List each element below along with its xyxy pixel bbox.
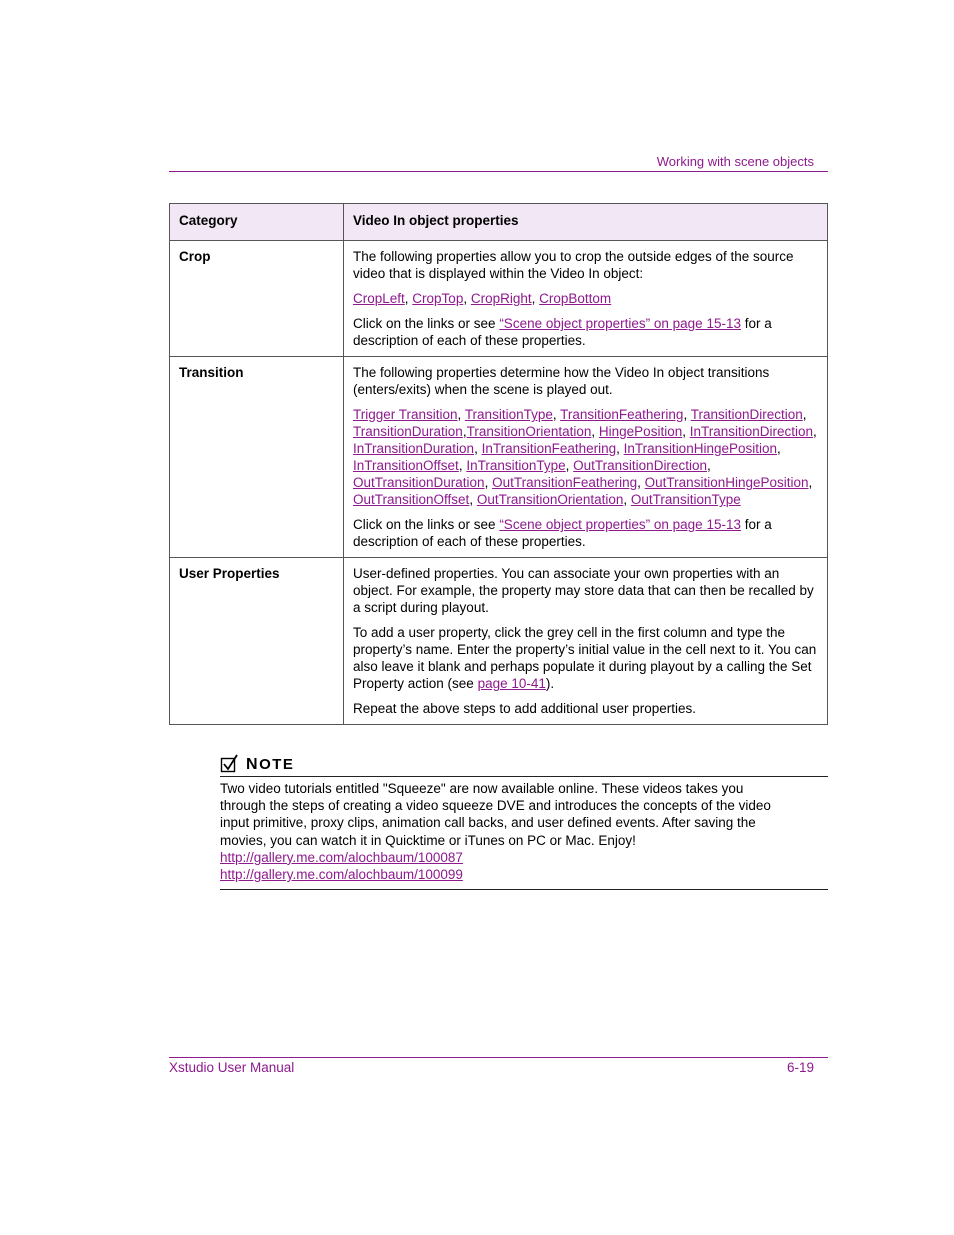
click-note-suffix: for a description of each of these properties. xyxy=(353,517,772,549)
property-link[interactable]: InTransitionType xyxy=(466,458,566,473)
property-link[interactable]: TransitionDuration xyxy=(353,424,463,439)
property-link[interactable]: TransitionOrientation xyxy=(466,424,592,439)
property-link[interactable]: InTransitionHingePosition xyxy=(623,441,778,456)
transition-links: Trigger Transition, TransitionType, TransitionFeathering, TransitionDirection, TransitionDuration,TransitionOrientation, HingePosition, InTransitionDirection, InTransitionDuration, InTransitionFeathering, InTransitionHingePosition, InTransitionOffset, InTransitionType, OutTransitionDirection, OutTransitionDuration, OutTransitionFeathering, OutTransitionHingePosition, OutTransitionOffset, OutTransitionOrientation, OutTransitionType xyxy=(353,407,817,507)
table-row-crop xyxy=(170,241,828,357)
property-link[interactable]: HingePosition xyxy=(598,424,683,439)
property-link[interactable]: OutTransitionDuration xyxy=(353,475,485,490)
click-note-prefix: Click on the links or see xyxy=(353,517,500,532)
user-properties-para1: User-defined properties. You can associate your own properties with an object. For example, the property may store data that can then be recalled by a script during playout. xyxy=(353,566,814,615)
property-link[interactable]: Trigger Transition xyxy=(353,407,458,422)
transition-intro: The following properties determine how the Video In object transitions (enters/exits) when the scene is played out. xyxy=(353,365,770,397)
column-header-category: Category xyxy=(170,204,344,241)
property-link[interactable]: OutTransitionHingePosition xyxy=(644,475,809,490)
property-link[interactable]: InTransitionDirection xyxy=(689,424,814,439)
user-properties-para2 xyxy=(353,624,818,692)
property-link[interactable]: InTransitionOffset xyxy=(353,458,459,473)
gallery-link-2[interactable]: http://gallery.me.com/alochbaum/100099 xyxy=(220,867,463,883)
property-link[interactable]: OutTransitionDirection xyxy=(573,458,707,473)
property-link[interactable]: OutTransitionOffset xyxy=(353,492,470,507)
property-link[interactable]: CropBottom xyxy=(539,291,612,306)
note-title xyxy=(246,756,294,774)
property-link[interactable]: OutTransitionType xyxy=(630,492,741,507)
crop-click-note xyxy=(353,315,818,349)
note-title-rest: OTE xyxy=(259,756,295,773)
header-rule xyxy=(169,171,828,172)
user-properties-para3: Repeat the above steps to add additional user properties. xyxy=(353,701,696,716)
scene-object-properties-link[interactable]: “Scene object properties” on page 15-13 xyxy=(499,517,741,532)
crop-intro: The following properties allow you to crop the outside edges of the source video that is displayed within the Video In object: xyxy=(353,249,794,281)
note-heading xyxy=(220,754,828,777)
category-crop: Crop xyxy=(170,241,344,357)
properties-table xyxy=(169,203,828,725)
note-text: Two video tutorials entitled "Squeeze" are now available online. These videos takes you through the steps of creating a video squeeze DVE and introduces the concepts of the video input primitive, proxy clips, animation call backs, and user defined events. After saving the movies, you can watch it in Quicktime or iTunes on PC or Mac. Enjoy! xyxy=(220,781,771,848)
para2-suffix: ). xyxy=(545,676,555,691)
property-link[interactable]: CropRight xyxy=(470,291,532,306)
property-link[interactable]: InTransitionFeathering xyxy=(481,441,617,456)
property-link[interactable]: TransitionFeathering xyxy=(560,407,684,422)
scene-object-properties-link[interactable]: “Scene object properties” on page 15-13 xyxy=(499,316,741,331)
table-row-user-properties xyxy=(170,558,828,725)
para2-prefix: To add a user property, click the grey cell in the first column and type the property’s name. Enter the property’s initial value in the cell next to it. You can also leave it blank and perhaps populate it during playout by a calling the Set Property action (see xyxy=(353,625,817,691)
crop-links: CropLeft, CropTop, CropRight, CropBottom xyxy=(353,291,612,306)
footer-rule xyxy=(169,1057,828,1058)
crop-description xyxy=(344,241,828,357)
note-body xyxy=(220,780,828,883)
user-properties-description xyxy=(344,558,828,725)
manual-title: Xstudio User Manual xyxy=(169,1060,295,1075)
table-header-row xyxy=(170,204,828,241)
property-link[interactable]: TransitionType xyxy=(464,407,553,422)
running-header: Working with scene objects xyxy=(656,154,814,169)
note-bottom-rule xyxy=(220,889,828,890)
category-user-properties: User Properties xyxy=(170,558,344,725)
table-row-transition xyxy=(170,357,828,558)
click-note-suffix: for a description of each of these properties. xyxy=(353,316,772,348)
page-10-41-link[interactable]: page 10-41 xyxy=(477,676,546,691)
page-number: 6-19 xyxy=(786,1060,814,1075)
property-link[interactable]: TransitionDirection xyxy=(690,407,803,422)
gallery-link-1[interactable]: http://gallery.me.com/alochbaum/100087 xyxy=(220,849,463,865)
property-link[interactable]: CropLeft xyxy=(353,291,405,306)
property-link[interactable]: OutTransitionOrientation xyxy=(476,492,624,507)
note-title-initial: N xyxy=(246,756,260,773)
transition-click-note xyxy=(353,516,818,550)
property-link[interactable]: InTransitionDuration xyxy=(353,441,475,456)
property-link[interactable]: OutTransitionFeathering xyxy=(492,475,638,490)
category-transition: Transition xyxy=(170,357,344,558)
transition-description xyxy=(344,357,828,558)
checkbox-checked-icon xyxy=(220,754,240,779)
click-note-prefix: Click on the links or see xyxy=(353,316,500,331)
column-header-properties: Video In object properties xyxy=(344,204,828,241)
property-link[interactable]: CropTop xyxy=(412,291,464,306)
